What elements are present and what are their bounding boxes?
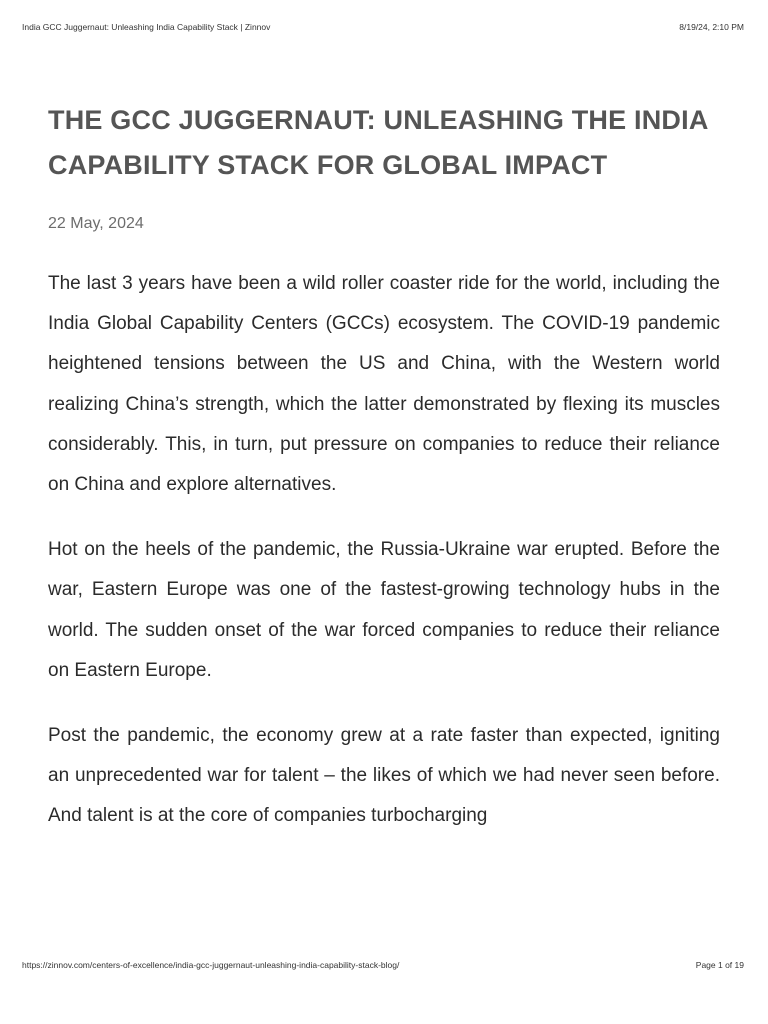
article-date: 22 May, 2024 [48, 215, 144, 232]
article-paragraph: Post the pandemic, the economy grew at a rate faster than expected, igniting an unprecedented war for talent – the likes of which we had never seen before. And talent is at the core of companies turbocharging [48, 725, 720, 827]
article-body [48, 264, 720, 837]
article [48, 98, 720, 862]
article-paragraph: The last 3 years have been a wild roller coaster ride for the world, including the India Global Capability Centers (GCCs) ecosystem. The COVID-19 pandemic heightened tensions between the US and China, with the Western world realizing China’s strength, which the latter demonstrated by flexing its muscles considerably. This, in turn, put pressure on companies to reduce their reliance on China and explore alternatives. [48, 273, 720, 496]
print-footer [22, 960, 744, 974]
print-url[interactable]: https://zinnov.com/centers-of-excellence/india-gcc-juggernaut-unleashing-india-capability-stack-blog/ [22, 960, 400, 970]
print-timestamp: 8/19/24, 2:10 PM [679, 22, 744, 32]
print-page-title: India GCC Juggernaut: Unleashing India Capability Stack | Zinnov [22, 22, 271, 32]
article-paragraph: Hot on the heels of the pandemic, the Russia-Ukraine war erupted. Before the war, Eastern Europe was one of the fastest-growing technology hubs in the world. The sudden onset of the war forced companies to reduce their reliance on Eastern Europe. [48, 539, 720, 681]
article-title: THE GCC JUGGERNAUT: UNLEASHING THE INDIA CAPABILITY STACK FOR GLOBAL IMPACT [48, 105, 708, 180]
print-header [22, 22, 744, 36]
page-indicator: Page 1 of 19 [695, 960, 744, 970]
